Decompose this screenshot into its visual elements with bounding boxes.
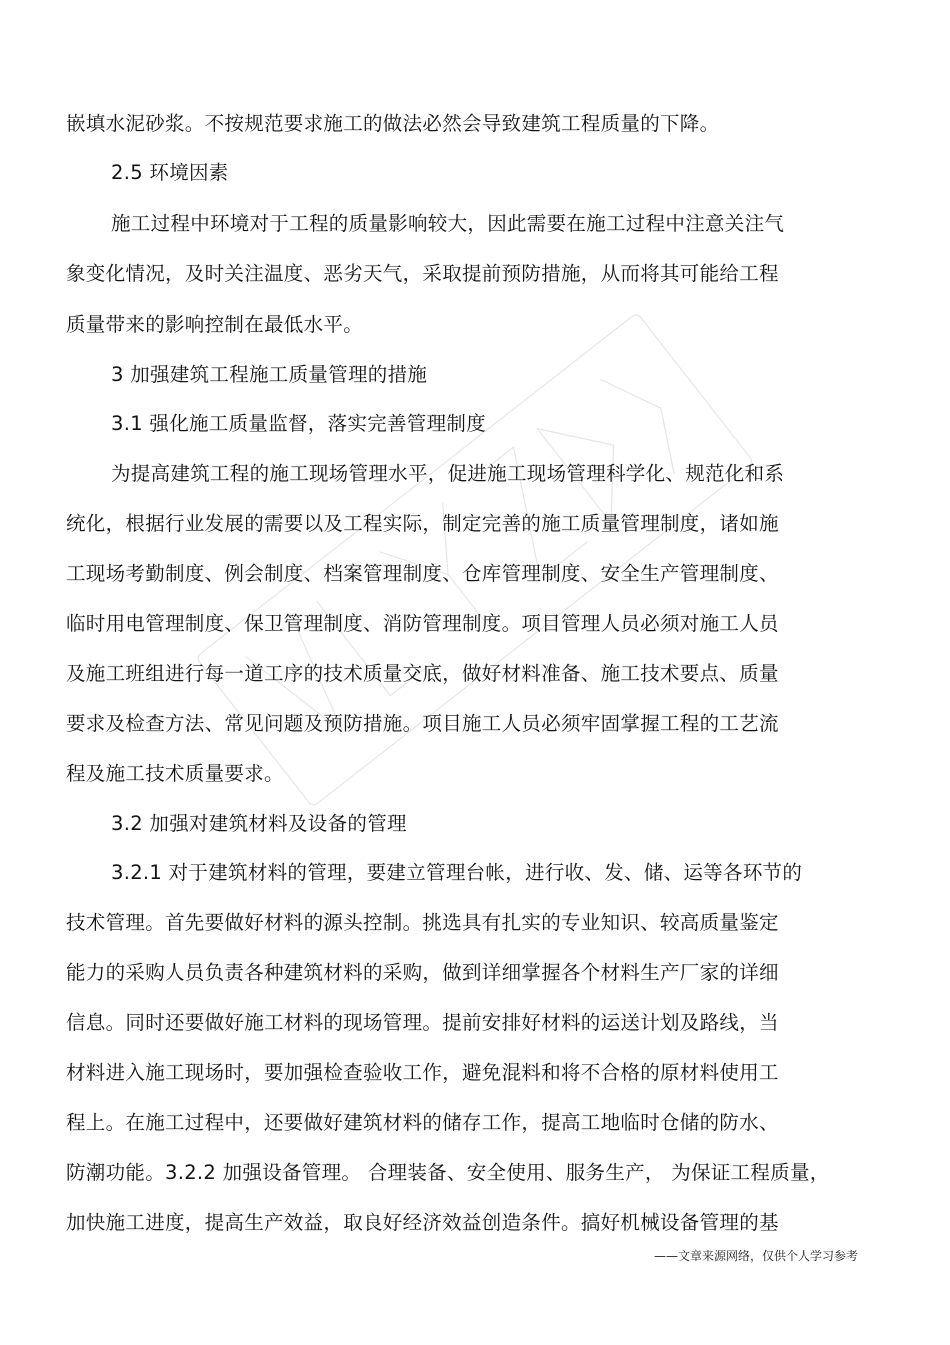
section-heading-3: 3 加强建筑工程施工质量管理的措施: [111, 363, 428, 386]
text-line: 材料进入施工现场时，要加强检查验收工作，避免混料和将不合格的原材料使用工: [66, 1061, 779, 1084]
text-line: 加快施工进度，提高生产效益，取良好经济效益创造条件。搞好机械设备管理的基: [66, 1211, 779, 1234]
text-line: 程上。在施工过程中，还要做好建筑材料的储存工作，提高工地临时仓储的防水、: [66, 1111, 779, 1134]
section-heading-2-5: 2.5 环境因素: [111, 161, 229, 184]
section-heading-3-1: 3.1 强化施工质量监督，落实完善管理制度: [111, 412, 487, 435]
text-line: 防潮功能。3.2.2 加强设备管理。 合理装备、安全使用、服务生产， 为保证工程质量，: [66, 1161, 830, 1184]
text-line: 程及施工技术质量要求。: [66, 762, 284, 785]
text-line: 为提高建筑工程的施工现场管理水平，促进施工现场管理科学化、规范化和系: [111, 462, 785, 485]
text-line: 能力的采购人员负责各种建筑材料的采购，做到详细掌握各个材料生产厂家的详细: [66, 961, 779, 984]
section-heading-3-2: 3.2 加强对建筑材料及设备的管理: [111, 812, 407, 835]
text-line: 临时用电管理制度、保卫管理制度、消防管理制度。项目管理人员必须对施工人员: [66, 612, 779, 635]
text-line: 象变化情况，及时关注温度、恶劣天气，采取提前预防措施，从而将其可能给工程: [66, 262, 779, 285]
text-line: 质量带来的影响控制在最低水平。: [66, 313, 364, 336]
text-line: 信息。同时还要做好施工材料的现场管理。提前安排好材料的运送计划及路线，当: [66, 1011, 779, 1034]
text-line: 施工过程中环境对于工程的质量影响较大，因此需要在施工过程中注意关注气: [111, 212, 785, 235]
text-line: 及施工班组进行每一道工序的技术质量交底，做好材料准备、施工技术要点、质量: [66, 662, 779, 685]
text-line: 统化，根据行业发展的需要以及工程实际，制定完善的施工质量管理制度，诸如施: [66, 512, 779, 535]
text-line: 要求及检查方法、常见问题及预防措施。项目施工人员必须牢固掌握工程的工艺流: [66, 712, 779, 735]
text-line: 嵌填水泥砂浆。不按规范要求施工的做法必然会导致建筑工程质量的下降。: [66, 112, 720, 135]
source-footer-note: ——文章来源网络，仅供个人学习参考: [653, 1249, 858, 1263]
text-line: 技术管理。首先要做好材料的源头控制。挑选具有扎实的专业知识、较高质量鉴定: [66, 911, 779, 934]
text-line: 3.2.1 对于建筑材料的管理，要建立管理台帐，进行收、发、储、运等各环节的: [111, 861, 803, 884]
text-line: 工现场考勤制度、例会制度、档案管理制度、仓库管理制度、安全生产管理制度、: [66, 562, 779, 585]
